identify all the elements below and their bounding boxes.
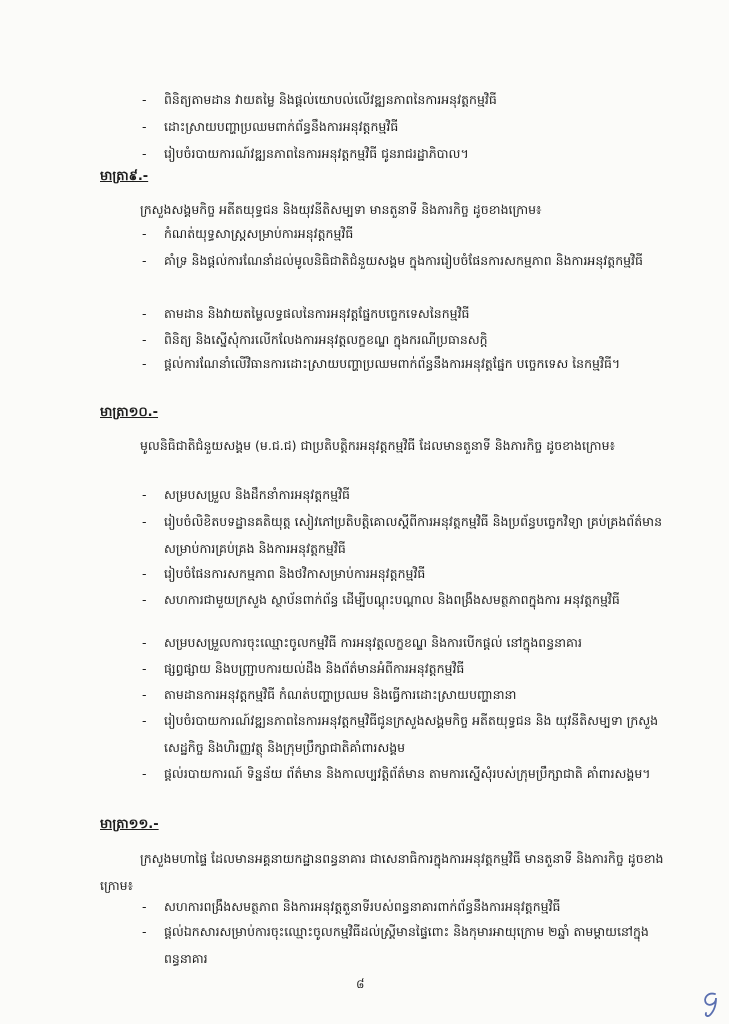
list-item: - តាមដានការអនុវត្តកម្មវិធី កំណត់បញ្ហាប្រឈម និងធ្វើការដោះស្រាយបញ្ហានានា [142,687,517,702]
list-item: - កំណត់យុទ្ធសាស្ត្រសម្រាប់ការអនុវត្តកម្មវិធី [142,226,354,241]
list-item: - ផ្តល់ការណែនាំលើវិធានការដោះស្រាយបញ្ហាប្រឈមពាក់ព័ន្ធនឹងការអនុវត្តផ្នែក បច្ចេកទេស នៃកម្មវិធី។ [142,356,621,371]
list-item: - សហការពង្រឹងសមត្ថភាព និងការអនុវត្តតួនាទីរបស់ពន្ធនាគារពាក់ព័ន្ធនឹងការអនុវត្តកម្មវិធី [142,899,561,914]
list-item: - រៀបចំរបាយការណ៍វឌ្ឍនភាពនៃការអនុវត្តកម្មវិធីជូនក្រសួងសង្គមកិច្ច អតីតយុទ្ធជន និង យុវនីតិសម្បទា ក្រសួងសេដ្ឋកិច្ច និងហិរញ្ញវត្ថុ និងក្រុមប្រឹក្សាជាតិគាំពារសង្គម [142,713,659,755]
list-item: - រៀបចំផែនការសកម្មភាព និងថវិកាសម្រាប់ការអនុវត្តកម្មវិធី [142,566,426,581]
article-11-intro: ក្រសួងមហាផ្ទៃ ដែលមានអគ្គនាយកដ្ឋានពន្ធនាគារ ជាសេនាធិការក្នុងការអនុវត្តកម្មវិធី មានតួនាទី និងភារកិច្ច ដូចខាងក្រោម៖ [100,851,664,893]
list-item: - រៀបចំរបាយការណ៍វឌ្ឍនភាពនៃការអនុវត្តកម្មវិធី ជូនរាជរដ្ឋាភិបាល។ [142,146,469,161]
list-item: - ផ្តល់ឯកសារសម្រាប់ការចុះឈ្មោះចូលកម្មវិធីដល់ស្ត្រីមានផ្ទៃពោះ និងកុមារអាយុក្រោម ២ឆ្នាំ តាមម្តាយនៅក្នុងពន្ធនាគារ [142,924,649,966]
page-number: ៨ [356,977,365,991]
article-10-title: មាត្រា១០.- [100,405,159,420]
article-10-intro: មូលនិធិជាតិជំនួយសង្គម (ម.ជ.ជ) ជាប្រតិបត្តិករអនុវត្តកម្មវិធី ដែលមានតួនាទី និងភារកិច្ច ដូចខាងក្រោម៖ [140,438,616,453]
article-9-title: មាត្រា៩.- [100,169,149,184]
list-item: - សម្របសម្រួលការចុះឈ្មោះចូលកម្មវិធី ការអនុវត្តលក្ខខណ្ឌ និងការបើកផ្តល់ នៅក្នុងពន្ធនាគារ [142,635,582,650]
article-9-intro: ក្រសួងសង្គមកិច្ច អតីតយុទ្ធជន និងយុវនីតិសម្បទា មានតួនាទី និងភារកិច្ច ដូចខាងក្រោម៖ [140,202,542,217]
list-item: - តាមដាន និងវាយតម្លៃលទ្ធផលនៃការអនុវត្តផ្នែកបច្ចេកទេសនៃកម្មវិធី [142,306,470,321]
list-item: - រៀបចំលិខិតបទដ្ឋានគតិយុត្ត សៀវភៅប្រតិបត្តិគោលស្តីពីការអនុវត្តកម្មវិធី និងប្រព័ន្ធបច្ចេកវិទ្យា គ្រប់គ្រងព័ត៌មាន សម្រាប់ការគ្រប់គ្រង និងការអនុវត្តកម្មវិធី [142,514,663,556]
handwritten-initial-icon [700,990,722,1018]
list-item: - គាំទ្រ និងផ្តល់ការណែនាំដល់មូលនិធិជាតិជំនួយសង្គម ក្នុងការរៀបចំផែនការសកម្មភាព និងការអនុវត្តកម្មវិធី [142,253,643,268]
list-item: - ពិនិត្យ និងស្នើសុំការលើកលែងការអនុវត្តលក្ខខណ្ឌ ក្នុងករណីប្រធានសក្តិ [142,332,488,347]
list-item: - សម្របសម្រួល និងដឹកនាំការអនុវត្តកម្មវិធី [142,487,350,502]
list-item: - ផ្តល់របាយការណ៍ ទិន្នន័យ ព័ត៌មាន និងកាលប្បវត្តិព័ត៌មាន តាមការស្នើសុំរបស់ក្រុមប្រឹក្សាជាតិ គាំពារសង្គម។ [142,766,651,781]
list-item: - សហការជាមួយក្រសួង ស្ថាប័នពាក់ព័ន្ធ ដើម្បីបណ្តុះបណ្តាល និងពង្រឹងសមត្ថភាពក្នុងការ អនុវត្តកម្មវិធី [142,592,620,607]
list-item: - ផ្សព្វផ្សាយ និងបញ្ជ្រាបការយល់ដឹង និងព័ត៌មានអំពីការអនុវត្តកម្មវិធី [142,661,465,676]
list-item: - ពិនិត្យតាមដាន វាយតម្លៃ និងផ្តល់យោបល់លើវឌ្ឍនភាពនៃការអនុវត្តកម្មវិធី [142,92,497,107]
list-item: - ដោះស្រាយបញ្ហាប្រឈមពាក់ព័ន្ធនឹងការអនុវត្តកម្មវិធី [142,119,399,134]
article-11-title: មាត្រា១១.- [100,817,159,832]
